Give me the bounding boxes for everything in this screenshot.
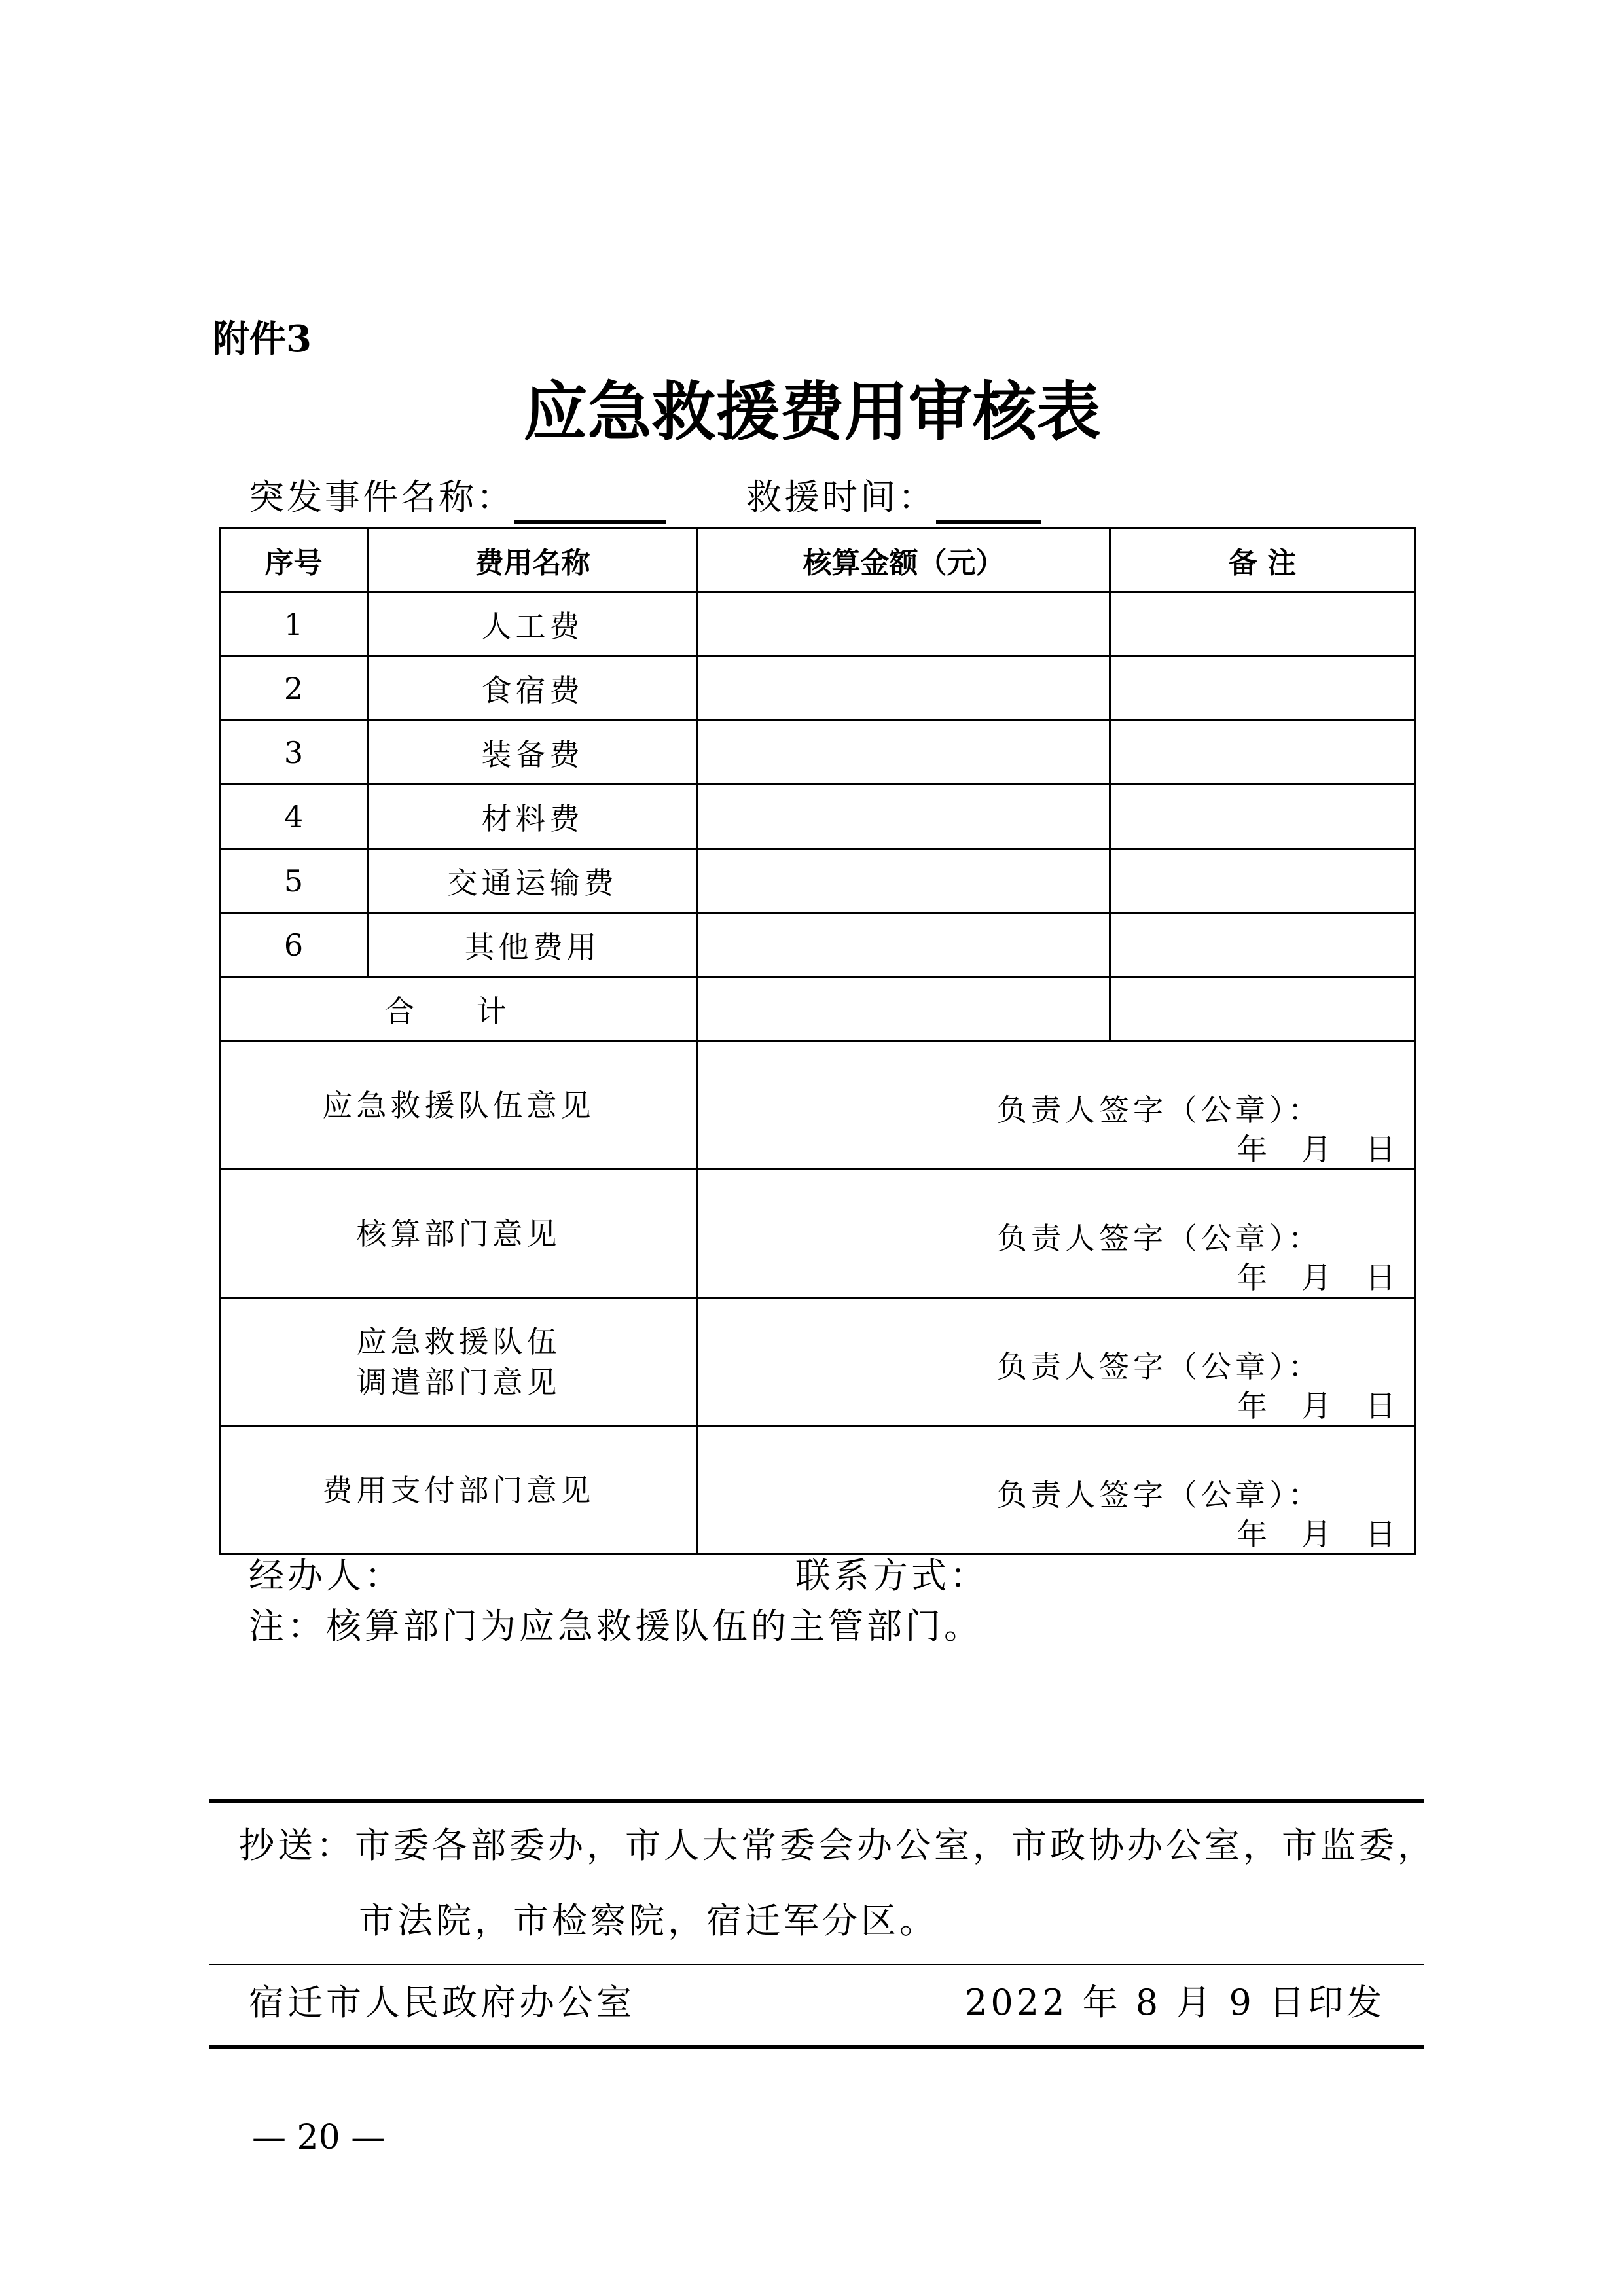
row-serial: 4: [220, 785, 368, 849]
total-amount-cell[interactable]: [698, 977, 1110, 1041]
event-name-field: [249, 471, 666, 524]
table-row: [220, 785, 1415, 849]
document-title: 应急救援费用审核表: [523, 374, 1101, 450]
date-year: 年: [1237, 1132, 1267, 1167]
opinion-label: [220, 1041, 698, 1170]
amount-cell[interactable]: [698, 849, 1110, 913]
opinion-label-line: 应急救援队伍意见: [322, 1087, 595, 1123]
signature-label: 负责人签字（公章）：: [997, 1477, 1322, 1513]
table-row: [220, 592, 1415, 656]
issuer-bottom-rule: [209, 2045, 1424, 2049]
expense-review-table: [219, 527, 1416, 1555]
cc-line-2: 市法院，市检察院，宿迁军分区。: [359, 1900, 938, 1941]
table-row: [220, 849, 1415, 913]
row-serial: 1: [220, 592, 368, 656]
remarks-cell[interactable]: [1110, 656, 1415, 721]
row-expense-name: 食宿费: [368, 656, 698, 721]
rescue-time-label: 救援时间：: [746, 476, 936, 518]
row-expense-name: 交通运输费: [368, 849, 698, 913]
total-row: [220, 977, 1415, 1041]
opinion-row: [220, 1298, 1415, 1426]
row-expense-name: 材料费: [368, 785, 698, 849]
date-month: 月: [1301, 1260, 1331, 1295]
amount-cell[interactable]: [698, 592, 1110, 656]
header-remarks: 备 注: [1110, 528, 1415, 592]
footnote: 注：核算部门为应急救援队伍的主管部门。: [249, 1605, 983, 1647]
date-line: [1203, 1382, 1396, 1426]
opinion-row: [220, 1041, 1415, 1170]
opinion-label-line: 费用支付部门意见: [322, 1472, 595, 1508]
handler-label: 经办人：: [249, 1555, 403, 1596]
row-serial: 5: [220, 849, 368, 913]
cc-line-1: 抄送：市委各部委办，市人大常委会办公室，市政协办公室，市监委，: [239, 1825, 1436, 1866]
amount-cell[interactable]: [698, 721, 1110, 785]
date-line: [1203, 1511, 1396, 1554]
row-serial: 6: [220, 913, 368, 977]
table-row: [220, 721, 1415, 785]
contact-label: 联系方式：: [795, 1555, 988, 1596]
date-month: 月: [1301, 1388, 1331, 1424]
attachment-label: 附件3: [213, 317, 312, 361]
remarks-cell[interactable]: [1110, 849, 1415, 913]
row-expense-name: 装备费: [368, 721, 698, 785]
signature-label: 负责人签字（公章）：: [997, 1221, 1322, 1256]
header-expense-name: 费用名称: [368, 528, 698, 592]
opinion-sign-cell[interactable]: [698, 1298, 1415, 1426]
cc-top-rule: [209, 1799, 1424, 1803]
date-month: 月: [1301, 1516, 1331, 1552]
amount-cell[interactable]: [698, 913, 1110, 977]
date-year: 年: [1237, 1516, 1267, 1552]
cc-bottom-rule: [209, 1964, 1424, 1965]
amount-cell[interactable]: [698, 656, 1110, 721]
remarks-cell[interactable]: [1110, 785, 1415, 849]
opinion-sign-cell[interactable]: [698, 1170, 1415, 1298]
date-day: 日: [1365, 1132, 1396, 1167]
opinion-label: [220, 1170, 698, 1298]
remarks-cell[interactable]: [1110, 721, 1415, 785]
total-remarks-cell[interactable]: [1110, 977, 1415, 1041]
signature-label: 负责人签字（公章）：: [997, 1092, 1322, 1128]
date-day: 日: [1365, 1388, 1396, 1424]
issuing-office: 宿迁市人民政府办公室: [249, 1982, 635, 2023]
opinion-row: [220, 1426, 1415, 1554]
row-expense-name: 其他费用: [368, 913, 698, 977]
event-name-blank[interactable]: [514, 481, 666, 524]
date-day: 日: [1365, 1516, 1396, 1552]
opinion-label: [220, 1298, 698, 1426]
opinion-label-line: 调遣部门意见: [356, 1364, 561, 1400]
date-day: 日: [1365, 1260, 1396, 1295]
row-expense-name: 人工费: [368, 592, 698, 656]
date-year: 年: [1237, 1388, 1267, 1424]
issue-date: 2022 年 8 月 9 日印发: [965, 1982, 1385, 2023]
remarks-cell[interactable]: [1110, 913, 1415, 977]
table-row: [220, 656, 1415, 721]
header-serial: 序号: [220, 528, 368, 592]
signature-label: 负责人签字（公章）：: [997, 1349, 1322, 1384]
opinion-label-line: 应急救援队伍: [356, 1323, 561, 1359]
header-amount: 核算金额（元）: [698, 528, 1110, 592]
date-line: [1203, 1254, 1396, 1297]
row-serial: 3: [220, 721, 368, 785]
date-month: 月: [1301, 1132, 1331, 1167]
date-line: [1203, 1126, 1396, 1169]
opinion-sign-cell[interactable]: [698, 1041, 1415, 1170]
remarks-cell[interactable]: [1110, 592, 1415, 656]
date-year: 年: [1237, 1260, 1267, 1295]
opinion-label: [220, 1426, 698, 1554]
row-serial: 2: [220, 656, 368, 721]
opinion-label-line: 核算部门意见: [356, 1215, 561, 1251]
rescue-time-field: [746, 471, 1041, 524]
amount-cell[interactable]: [698, 785, 1110, 849]
rescue-time-blank[interactable]: [936, 481, 1041, 524]
table-header-row: [220, 528, 1415, 592]
table-row: [220, 913, 1415, 977]
total-label: 合 计: [220, 977, 698, 1041]
opinion-row: [220, 1170, 1415, 1298]
page-number: — 20 —: [252, 2118, 386, 2157]
opinion-sign-cell[interactable]: [698, 1426, 1415, 1554]
event-name-label: 突发事件名称：: [249, 476, 514, 518]
